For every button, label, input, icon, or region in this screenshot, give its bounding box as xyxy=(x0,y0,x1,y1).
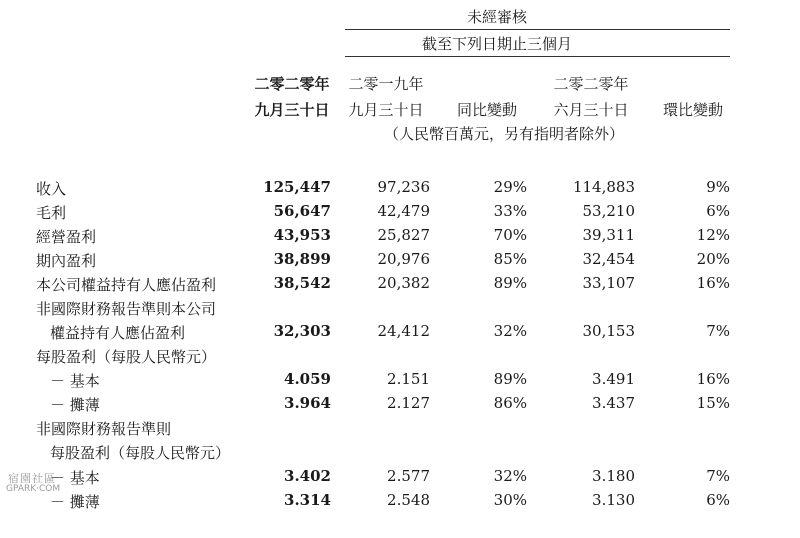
row-label: 每股盈利（每股人民幣元） xyxy=(50,444,231,462)
row-value-col3: 85% xyxy=(493,250,527,268)
row-value-col5: 15% xyxy=(696,394,730,412)
col-header-2-line1: 二零一九年 xyxy=(348,75,424,93)
row-label: 非國際財務報告準則 xyxy=(36,420,172,438)
header-rule-top xyxy=(345,29,730,30)
row-label: － 攤薄 xyxy=(50,493,100,511)
row-value-col5: 6% xyxy=(706,202,730,220)
row-value-col4: 3.130 xyxy=(592,491,635,509)
row-label: 非國際財務報告準則本公司 xyxy=(36,300,217,318)
row-value-col5: 20% xyxy=(696,250,730,268)
row-label: － 基本 xyxy=(50,469,100,487)
unit-note: （人民幣百萬元，另有指明者除外） xyxy=(383,125,625,143)
row-value-col4: 39,311 xyxy=(582,226,635,244)
row-value-col3: 89% xyxy=(493,274,527,292)
row-value-col1: 3.964 xyxy=(284,394,331,412)
row-value-col1: 3.314 xyxy=(284,491,331,509)
row-value-col2: 20,382 xyxy=(377,274,430,292)
row-value-col4: 33,107 xyxy=(582,274,635,292)
row-label: 經營盈利 xyxy=(36,228,97,246)
row-label: 毛利 xyxy=(36,204,67,222)
row-label: 期內盈利 xyxy=(36,252,97,270)
col-header-5-line2: 環比變動 xyxy=(662,101,724,119)
row-value-col3: 89% xyxy=(493,370,527,388)
row-value-col3: 86% xyxy=(493,394,527,412)
row-value-col3: 32% xyxy=(493,467,527,485)
row-value-col4: 32,454 xyxy=(582,250,635,268)
watermark-text: 宿園社區 xyxy=(8,472,56,485)
row-value-col3: 30% xyxy=(493,491,527,509)
row-value-col5: 7% xyxy=(706,467,730,485)
col-header-1-line2: 九月三十日 xyxy=(254,101,330,119)
row-label: 每股盈利（每股人民幣元） xyxy=(36,348,217,366)
row-value-col3: 32% xyxy=(493,322,527,340)
row-value-col1: 32,303 xyxy=(273,322,331,340)
row-value-col5: 16% xyxy=(696,274,730,292)
row-value-col2: 25,827 xyxy=(377,226,430,244)
row-value-col1: 38,542 xyxy=(273,274,331,292)
row-value-col5: 7% xyxy=(706,322,730,340)
row-label: 權益持有人應佔盈利 xyxy=(50,324,186,342)
col-header-4-line1: 二零二零年 xyxy=(553,75,629,93)
watermark-url: GPARK·COM xyxy=(6,484,61,494)
row-value-col2: 2.548 xyxy=(387,491,430,509)
row-value-col3: 29% xyxy=(493,178,527,196)
header-unaudited: 未經審核 xyxy=(466,8,528,26)
row-label: 本公司權益持有人應佔盈利 xyxy=(36,276,217,294)
row-value-col2: 42,479 xyxy=(377,202,430,220)
row-value-col1: 3.402 xyxy=(284,467,331,485)
row-label: 收入 xyxy=(36,180,67,198)
row-value-col4: 114,883 xyxy=(572,178,635,196)
row-value-col2: 2.127 xyxy=(387,394,430,412)
row-value-col4: 3.437 xyxy=(592,394,635,412)
row-value-col1: 4.059 xyxy=(284,370,331,388)
row-value-col2: 2.151 xyxy=(387,370,430,388)
row-value-col5: 16% xyxy=(696,370,730,388)
row-value-col1: 56,647 xyxy=(273,202,331,220)
row-value-col4: 3.491 xyxy=(592,370,635,388)
col-header-3-line2: 同比變動 xyxy=(456,101,518,119)
row-value-col5: 9% xyxy=(706,178,730,196)
row-value-col2: 2.577 xyxy=(387,467,430,485)
row-value-col4: 53,210 xyxy=(582,202,635,220)
row-label: － 攤薄 xyxy=(50,396,100,414)
row-value-col3: 33% xyxy=(493,202,527,220)
header-rule-mid xyxy=(345,56,730,57)
row-value-col1: 125,447 xyxy=(263,178,331,196)
row-value-col3: 70% xyxy=(493,226,527,244)
header-period: 截至下列日期止三個月 xyxy=(421,35,573,53)
row-label: － 基本 xyxy=(50,372,100,390)
row-value-col5: 12% xyxy=(696,226,730,244)
row-value-col5: 6% xyxy=(706,491,730,509)
row-value-col4: 3.180 xyxy=(592,467,635,485)
col-header-2-line2: 九月三十日 xyxy=(348,101,424,119)
row-value-col4: 30,153 xyxy=(582,322,635,340)
row-value-col2: 97,236 xyxy=(377,178,430,196)
row-value-col2: 24,412 xyxy=(377,322,430,340)
row-value-col1: 43,953 xyxy=(273,226,331,244)
row-value-col2: 20,976 xyxy=(377,250,430,268)
row-value-col1: 38,899 xyxy=(273,250,331,268)
col-header-1-line1: 二零二零年 xyxy=(254,75,330,93)
col-header-4-line2: 六月三十日 xyxy=(553,101,629,119)
